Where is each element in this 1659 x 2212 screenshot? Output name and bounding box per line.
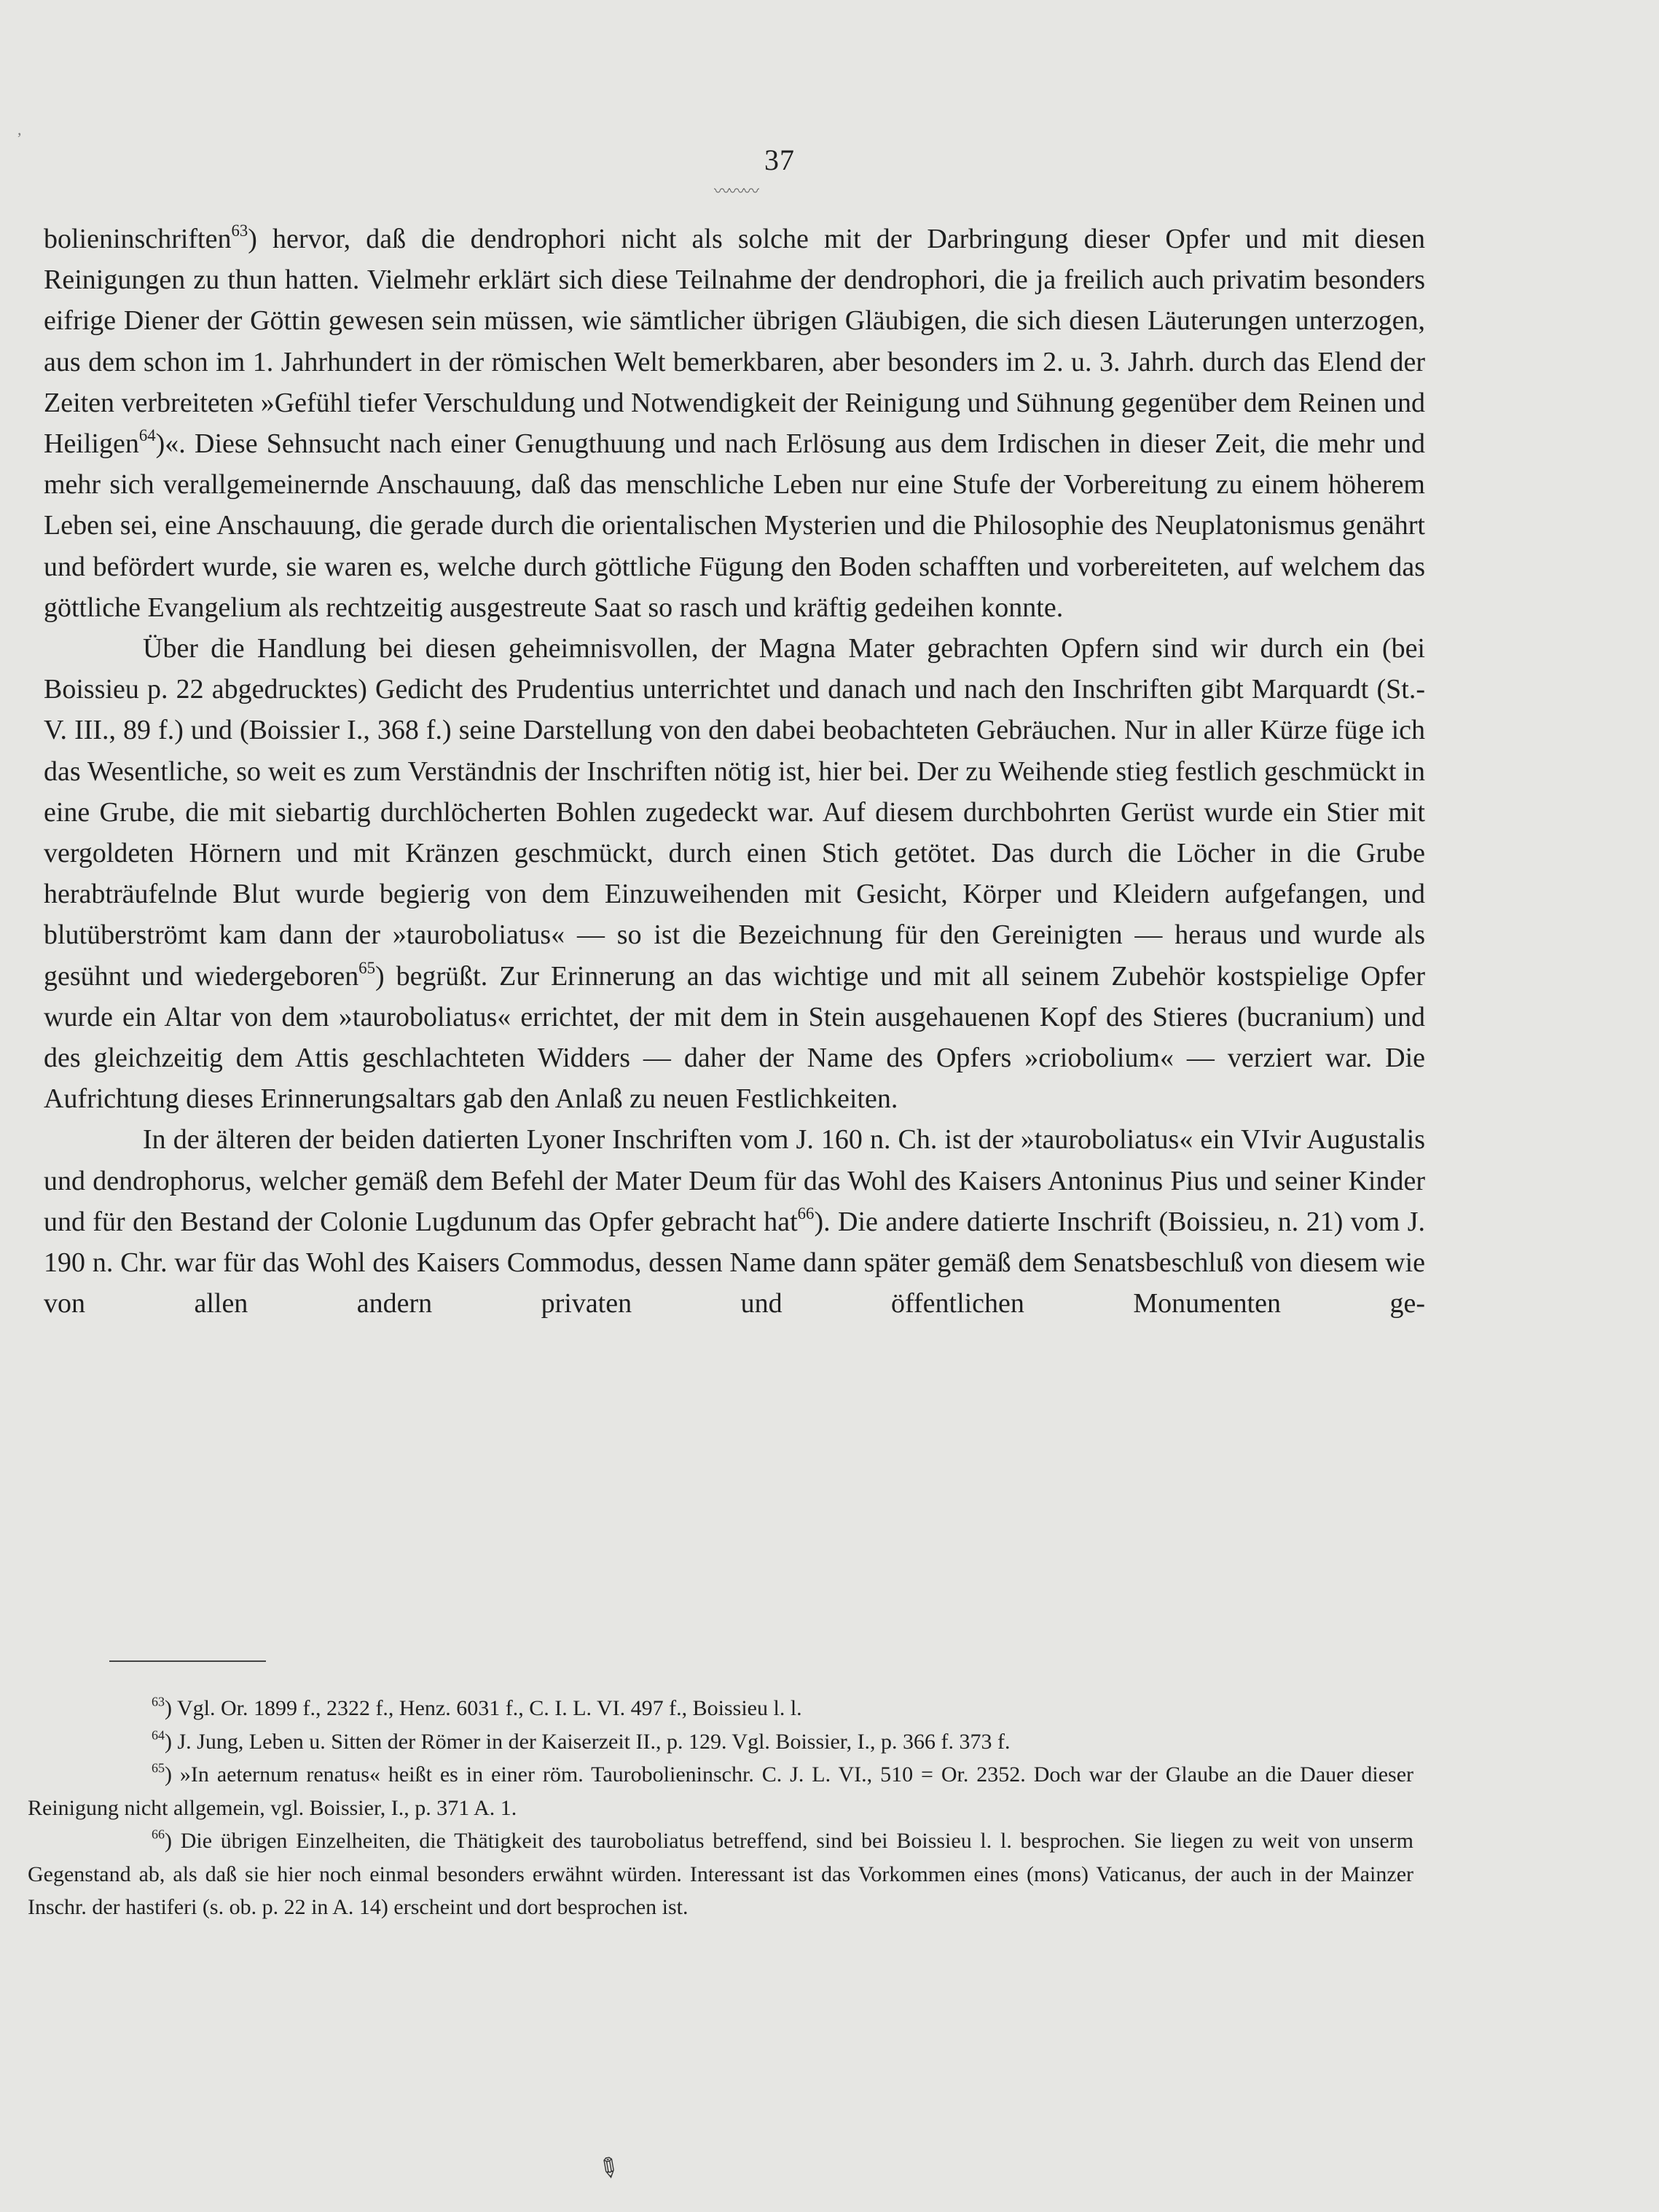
page-number: 37 <box>764 144 795 176</box>
body-text <box>44 219 1425 1324</box>
footnote-text: ) Vgl. Or. 1899 f., 2322 f., Henz. 6031 f., C. I. L. VI. 497 f., Boissieu l. l. <box>165 1696 802 1720</box>
footnote-65 <box>28 1758 1413 1824</box>
footnote-ref-63: 63 <box>231 221 248 240</box>
footnote-text: ) »In aeternum renatus« heißt es in einer röm. Taurobolieninschr. C. J. L. VI., 510 = Or. 2352. Doch war der Glaube an die Dauer dieser Reinigung nicht allgemein, vgl. Boissier, I., p. 371 A. 1. <box>28 1762 1413 1820</box>
scan-mark-icon: ✎ <box>591 2149 626 2187</box>
footnote-64 <box>28 1725 1413 1759</box>
footnote-63 <box>28 1692 1413 1725</box>
paragraph-2-text-a: Über die Handlung bei diesen geheimnisvollen, der Magna Mater gebrachten Opfern sind wir durch ein (bei Boissieu p. 22 abgedrucktes) Gedicht des Prudentius unterrichtet und danach und nach den Inschriften gibt Marquardt (St.-V. III., 89 f.) und (Boissier I., 368 f.) seine Darstellung von den dabei beobachteten Gebräuchen. Nur in aller Kürze füge ich das Wesentliche, so weit es zum Verständnis der Inschriften nötig ist, hier bei. Der zu Weihende stieg festlich geschmückt in eine Grube, die mit siebartig durchlöcherten Bohlen zugedeckt war. Auf diesem durchbohrten Gerüst wurde ein Stier mit vergoldeten Hörnern und mit Kränzen geschmückt, durch einen Stich getötet. Das durch die Löcher in die Grube herabträufelnde Blut wurde begierig von dem Einzuweihenden mit Gesicht, Körper und Kleidern aufgefangen, und blutüberströmt kam dann der »tauroboliatus« — so ist die Bezeichnung für den Gereinigten — heraus und wurde als gesühnt und wiedergeboren <box>44 633 1425 992</box>
footnote-ref-64: 64 <box>138 426 156 445</box>
paragraph-3 <box>44 1119 1425 1324</box>
footnote-text: ) J. Jung, Leben u. Sitten der Römer in der Kaiserzeit II., p. 129. Vgl. Boissier, I., p. 366 f. 373 f. <box>165 1729 1011 1754</box>
footnote-text: ) Die übrigen Einzelheiten, die Thätigkeit des tauroboliatus betreffend, sind bei Boissieu l. l. besprochen. Sie liegen zu weit von unserm Gegenstand ab, als daß sie hier noch einmal besonders erwähnt würden. Interessant ist das Vorkommen eines (mons) Vaticanus, der auch in der Mainzer Inschr. der hastiferi (s. ob. p. 22 in A. 14) erscheint und dort besprochen ist. <box>28 1829 1413 1919</box>
margin-speck: , <box>17 120 22 138</box>
footnote-ref-65: 65 <box>358 958 376 977</box>
paragraph-3-text-a: In der älteren der beiden datierten Lyoner Inschriften vom J. 160 n. Ch. ist der »tauroboliatus« ein VIvir Augustalis und dendrophorus, welcher gemäß dem Befehl der Mater Deum für das Wohl des Kaisers Antoninus Pius und seiner Kinder und für den Bestand der Colonie Lugdunum das Opfer gebracht hat <box>44 1124 1425 1237</box>
paragraph-1-text-a: bolieninschriften <box>44 224 232 254</box>
footnote-divider <box>109 1660 266 1662</box>
paragraph-2-text-b: ) begrüßt. Zur Erinnerung an das wichtige und mit all seinem Zubehör kostspielige Opfer wurde ein Altar von dem »tauroboliatus« errichtet, der mit dem in Stein ausgehauenen Kopf des Stieres (bucranium) und des gleichzeitig dem Attis geschlachteten Widders — daher der Name des Opfers »criobolium« — verziert war. Die Aufrichtung dieses Erinnerungsaltars gab den Anlaß zu neuen Festlichkeiten. <box>44 960 1425 1115</box>
footnote-66 <box>28 1824 1413 1924</box>
page-number-ornament: 〰〰〰 <box>713 182 758 200</box>
footnote-number: 63 <box>152 1694 165 1709</box>
footnote-number: 66 <box>152 1827 165 1842</box>
paragraph-1 <box>44 219 1425 628</box>
paragraph-1-text-b: ) hervor, daß die dendrophori nicht als solche mit der Darbringung dieser Opfer und mit diesen Reinigungen zu thun hatten. Vielmehr erklärt sich diese Teilnahme der dendrophori, die ja freilich auch privatim besonders eifrige Diener der Göttin gewesen sein müssen, wie sämtlicher übrigen Gläubigen, die sich diesen Läuterungen unterzogen, aus dem schon im 1. Jahrhundert in der römischen Welt bemerkbaren, aber besonders im 2. u. 3. Jahrh. durch das Elend der Zeiten verbreiteten »Gefühl tiefer Verschuldung und Notwendigkeit der Reinigung und Sühnung gegenüber dem Reinen und Heiligen <box>44 224 1425 460</box>
footnote-number: 65 <box>152 1760 165 1776</box>
footnotes <box>28 1692 1413 1924</box>
paragraph-2 <box>44 628 1425 1119</box>
paragraph-3-text-b: ). Die andere datierte Inschrift (Boissieu, n. 21) vom J. 190 n. Chr. war für das Wohl des Kaisers Commodus, dessen Name dann später gemäß dem Senatsbeschluß von diesem wie von allen andern privaten und öffentlichen Monumenten ge- <box>44 1206 1425 1319</box>
footnote-number: 64 <box>152 1727 165 1742</box>
paragraph-1-text-c: )«. Diese Sehnsucht nach einer Genugthuung und nach Erlösung aus dem Irdischen in dieser Zeit, die mehr und mehr sich verallgemeinernde Anschauung, daß das menschliche Leben nur eine Stufe der Vorbereitung zu einem höherem Leben sei, eine Anschauung, die gerade durch die orientalischen Mysterien und die Philosophie des Neuplatonismus genährt und befördert wurde, sie waren es, welche durch göttliche Fügung den Boden schafften und vorbereiteten, auf welchem das göttliche Evangelium als rechtzeitig ausgestreute Saat so rasch und kräftig gedeihen konnte. <box>44 428 1425 623</box>
footnote-ref-66: 66 <box>797 1204 815 1223</box>
